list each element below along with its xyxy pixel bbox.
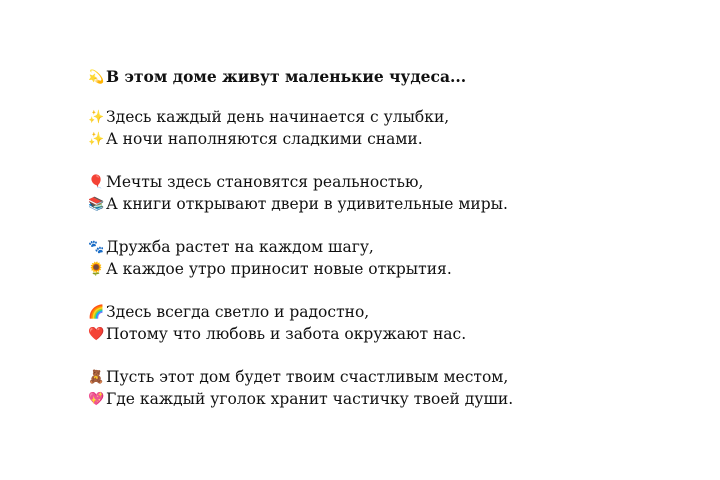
stanza-4	[88, 301, 688, 345]
poem-line-text: А ночи наполняются сладкими снами.	[106, 130, 423, 148]
poem-line	[88, 193, 688, 215]
poem-line	[88, 106, 688, 128]
poem-line-text: Где каждый уголок хранит частичку твоей души.	[106, 390, 514, 408]
sparkling-heart-icon: 💖	[88, 392, 105, 407]
stanza-5	[88, 366, 688, 410]
poem-line-text: А книги открывают двери в удивительные миры.	[106, 195, 508, 213]
poem-line	[88, 258, 688, 280]
books-icon: 📚	[88, 197, 105, 212]
sunflower-icon: 🌻	[88, 262, 105, 277]
poem-line-text: Потому что любовь и забота окружают нас.	[106, 325, 467, 343]
poem-line	[88, 388, 688, 410]
red-heart-icon: ❤️	[88, 327, 105, 342]
poem-line	[88, 128, 688, 150]
rainbow-icon: 🌈	[88, 305, 105, 320]
poem-line-text: Дружба растет на каждом шагу,	[106, 238, 374, 256]
poem-line	[88, 323, 688, 345]
poem-line-text: Здесь каждый день начинается с улыбки,	[106, 108, 450, 126]
poem-line-text: А каждое утро приносит новые открытия.	[106, 260, 452, 278]
poem-title-text: В этом доме живут маленькие чудеса...	[106, 67, 467, 86]
poem-line	[88, 301, 688, 323]
poem-line-text: Пусть этот дом будет твоим счастливым местом,	[106, 368, 509, 386]
poem-title	[88, 66, 688, 88]
poem-line-text: Мечты здесь становятся реальностью,	[106, 173, 424, 191]
poem-line	[88, 366, 688, 388]
sparkles-icon: ✨	[88, 110, 105, 125]
poem-line	[88, 171, 688, 193]
stanza-3	[88, 236, 688, 280]
poem-line	[88, 236, 688, 258]
stanza-1	[88, 106, 688, 150]
stanza-2	[88, 171, 688, 215]
poem-line-text: Здесь всегда светло и радостно,	[106, 303, 370, 321]
balloon-icon: 🎈	[88, 175, 105, 190]
dizzy-star-icon: 💫	[88, 70, 105, 85]
teddy-bear-icon: 🧸	[88, 370, 105, 385]
sparkles-icon: ✨	[88, 132, 105, 147]
poem-document	[88, 66, 688, 431]
paw-prints-icon: 🐾	[88, 240, 105, 255]
